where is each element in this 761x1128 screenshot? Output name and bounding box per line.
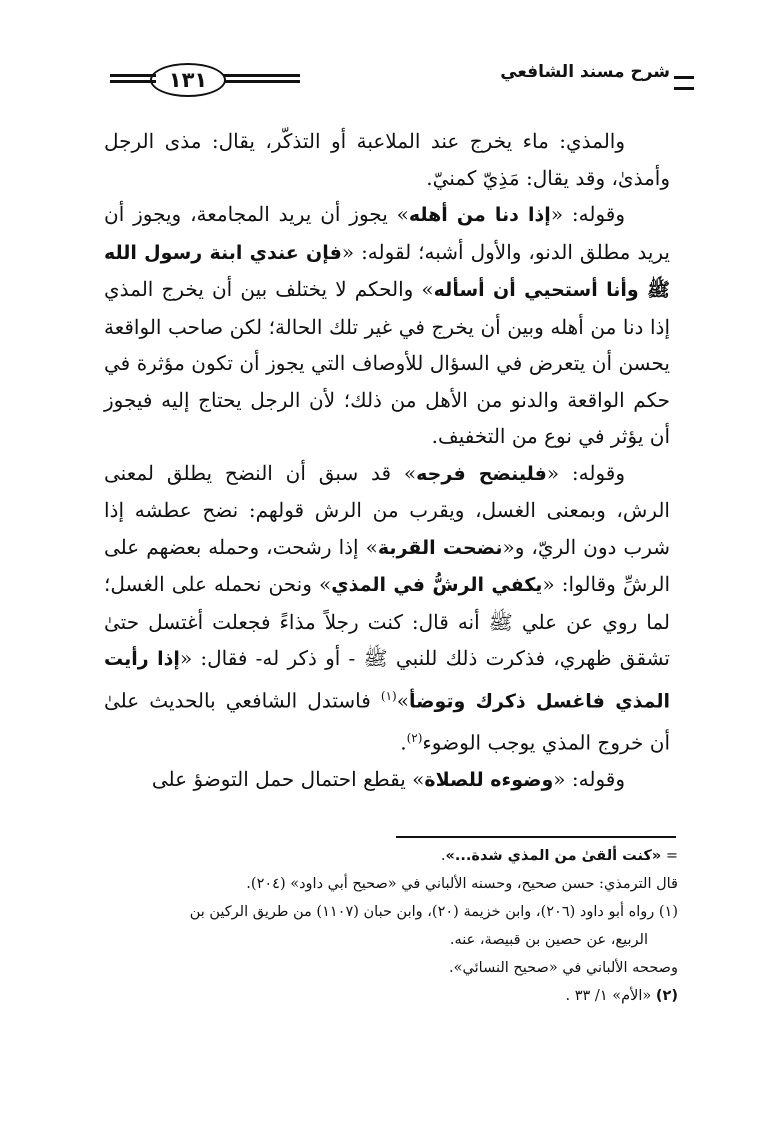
footnote-1: (١) رواه أبو داود (٢٠٦)، وابن خزيمة (٢٠)، وابن حبان (١١٠٧) من طريق الركين بن [189, 904, 678, 920]
footnote-2: (٢) «الأم» ١/ ٣٣ . [565, 988, 678, 1004]
footnote-1-continued: الربيع، عن حصين بن قبيصة، عنه. [449, 932, 648, 948]
header-rule [110, 80, 156, 83]
footnotes [104, 842, 678, 1010]
main-text [104, 123, 670, 798]
hadith-quote: إذا دنا من أهله [408, 204, 551, 226]
footnote-line: قال الترمذي: حسن صحيح، وحسنه الألباني في «صحيح أبي داود» (٢٠٤). [246, 876, 678, 892]
hadith-quote: نضحت القربة [377, 536, 503, 559]
hadith-quote: إذا رأيت المذي فاغسل ذكرك وتوضأ [104, 648, 670, 713]
footnote-separator [396, 836, 676, 838]
running-title: شرح مسند الشافعي [500, 62, 670, 82]
hadith-quote: وضوءه للصلاة [424, 768, 554, 791]
header-ornament-right [674, 76, 694, 90]
header-rule [220, 80, 300, 83]
footnote-continuation: = «كنت ألقىٰ من المذي شدة...». [440, 848, 678, 864]
paragraph: وقوله: «وضوءه للصلاة» يقطع احتمال حمل التوضؤ على [151, 766, 625, 791]
page-number: ١٣١ [150, 63, 226, 97]
header-rule [110, 74, 156, 77]
hadith-quote: فإن عندي ابنة رسول الله ﷺ وأنا أستحيي أن أسأله [104, 241, 670, 301]
paragraph: والمذي: ماء يخرج عند الملاعبة أو التذكّر، يقال: مذى الرجل وأمذىٰ، وقد يقال: مَذِيّ كمنيّ. [104, 129, 670, 190]
hadith-quote: فلينضح فرجه [416, 462, 547, 485]
footnote-ref: (٢) [406, 730, 423, 745]
hadith-quote: يكفي الرشُّ في المذي [331, 574, 543, 596]
footnote-1-note: وصححه الألباني في «صحيح النسائي». [449, 960, 678, 976]
footnote-ref: (١) [380, 688, 397, 703]
page-header [110, 62, 670, 106]
paragraph: وقوله: «فلينضح فرجه» قد سبق أن النضح يطلق لمعنى الرش، وبمعنى الغسل، ويقرب من الرش قولهم: نضح عطشه إذا شرب دون الريّ، و«نضحت القربة» إذا رشحت، وحمله بعضهم على الرشِّ وقالوا: «يكفي الرشُّ في المذي» ونحن نحمله على الغسل؛ لما روي عن علي ﷺ أنه قال: كنت رجلاً مذاءً فجعلت أغتسل حتىٰ تشقق ظهري، فذكرت ذلك للنبي ﷺ - أو ذكر له- فقال: «إذا رأيت المذي فاغسل ذكرك وتوضأ»$^{(١)}$ فاستدل الشافعي بالحديث علىٰ أن خروج المذي يوجب الوضوء$^{(٢)}$. [104, 460, 671, 755]
header-rule [220, 74, 300, 77]
paragraph: وقوله: «إذا دنا من أهله» يجوز أن يريد المجامعة، ويجوز أن يريد مطلق الدنو، والأول أشبه؛ لقوله: «فإن عندي ابنة رسول الله ﷺ وأنا أستحيي أن أسأله» والحكم لا يختلف بين أن يخرج المذي إذا دنا من أهله وبين أن يخرج في غير تلك الحالة؛ لكن صاحب الواقعة يحسن أن يتعرض في السؤال للأوصاف التي يجوز أن تكون مؤثرة في حكم الواقعة والدنو من الأهل من ذلك؛ لأن الرجل يحتاج إليه فيجوز أن يؤثر في نوع من التخفيف. [104, 202, 670, 448]
